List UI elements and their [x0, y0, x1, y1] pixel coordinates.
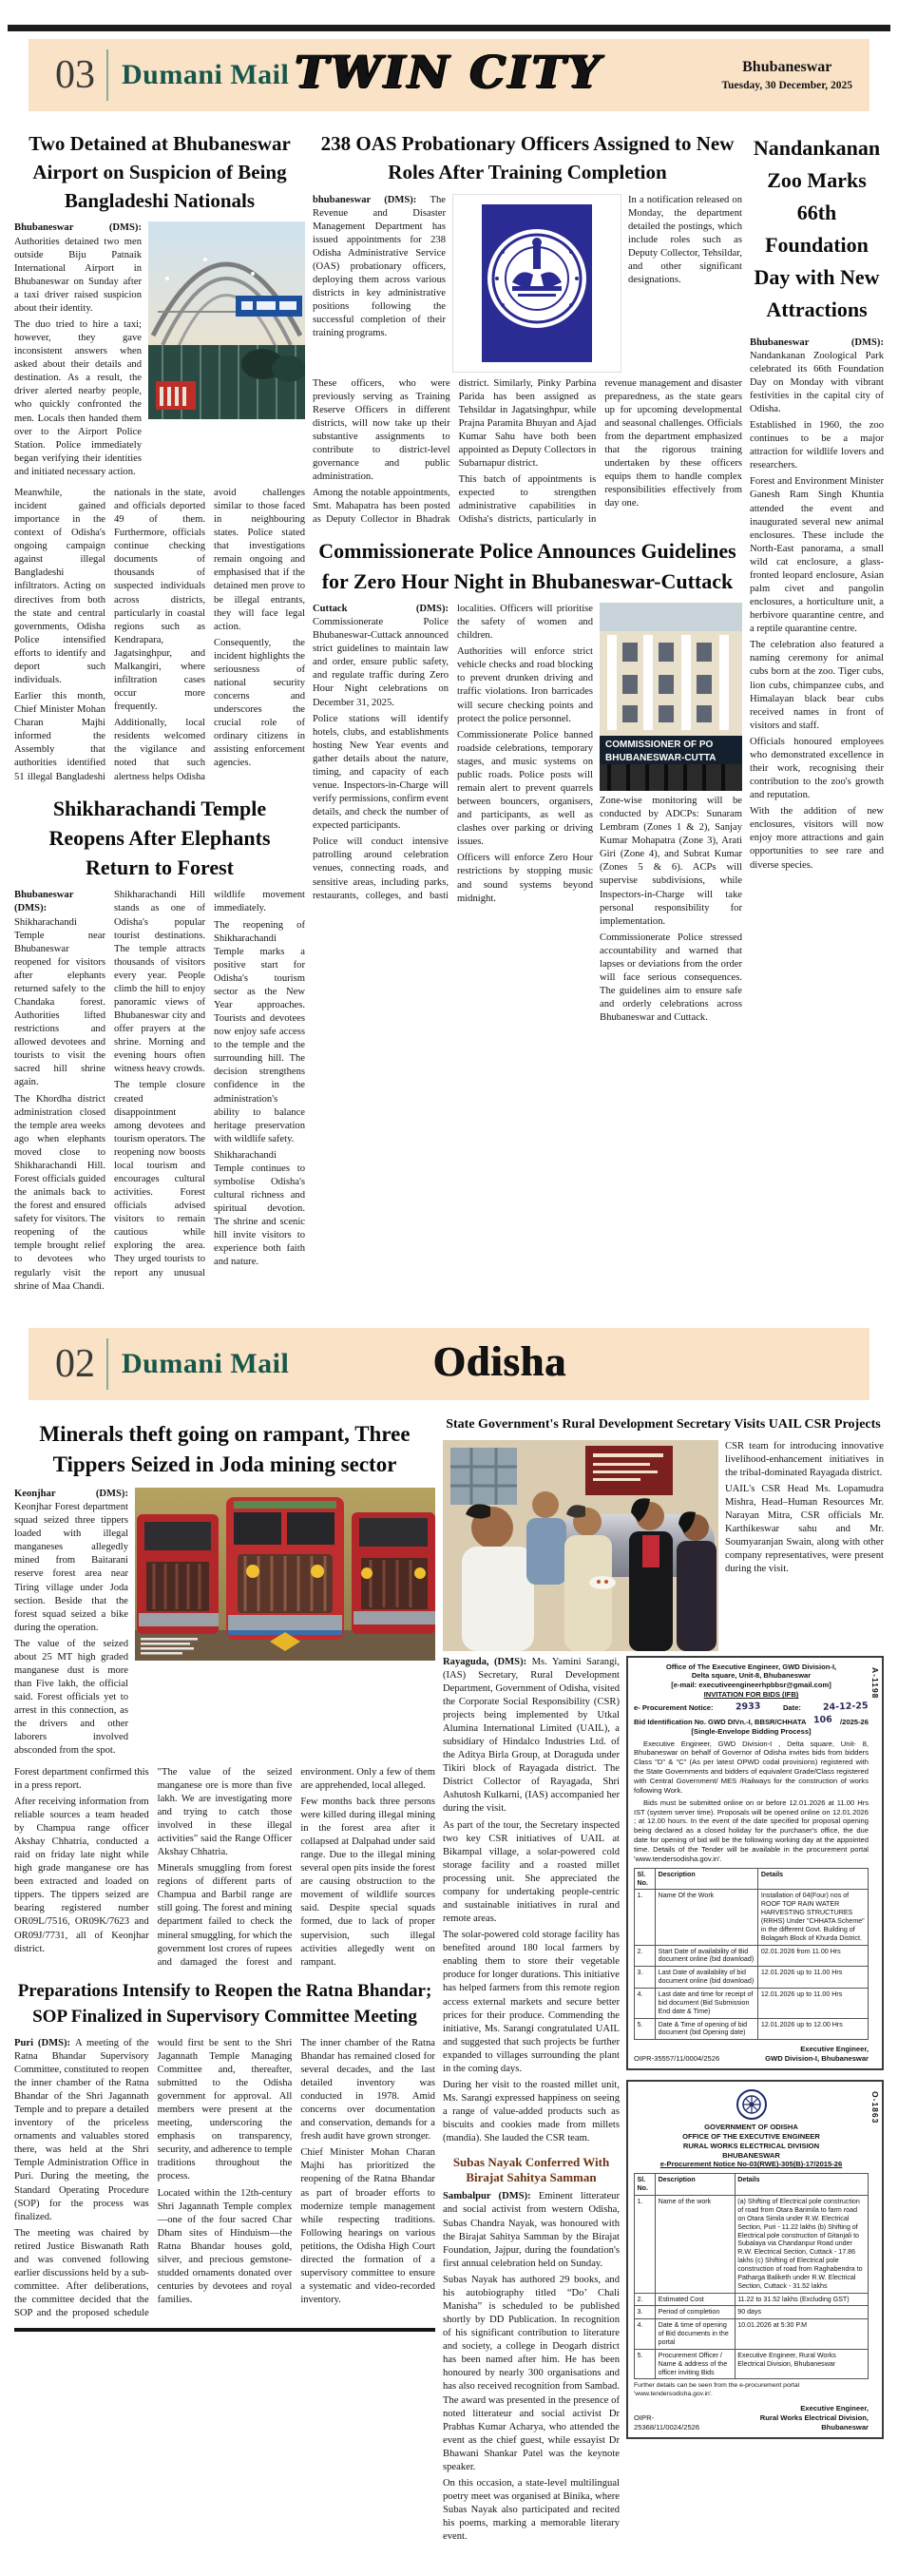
article-headline: Commissionerate Police Announces Guidelines for Zero Hour Night in Bhubaneswar-Cuttack [318, 539, 736, 593]
paragraph: bhubaneswar (DMS): The Revenue and Disaster Management Department has issued appointments for 238 Odisha Administrative Service (OAS) probationary officers, deploying them across various districts in key administrative positions following the successful completion of their training programs. [313, 194, 446, 339]
paragraph: Bhubaneswar (DMS): Nandankanan Zoological Park celebrated its 66th Foundation Day on Monday with vibrant festivities in the capital city of Odisha. [750, 336, 884, 414]
csr-visit-photo [443, 1440, 718, 1651]
notice-table-body [635, 2196, 869, 2379]
paragraph: Zone-wise monitoring will be conducted by ADCPs: Sunaram Lembram (Zones 1 & 2), Sanjay Kumar Mohapatra (Zone 3), Arati Giri (Zone 4), and Subrat Kumar (Zones 5 & 6). ACPs will supervise subdivisions, while Inspectors-in-Charge will take personal responsibility for implementation. [600, 795, 742, 927]
paragraph: Forest and Environment Minister Ganesh Ram Singh Khuntia attended the event and inaugurated several new animal enclosures. These include the North-East panorama, a small wild cat enclosure, a glass-fronted leopard enclosure, Asian palm civet and pangolin enclosures, a horticulture unit, a herbivore quarantine centre, and a reptile quarantine centre. [750, 476, 884, 635]
notice-office-line: BHUBANESWAR [722, 2150, 780, 2160]
table-row: 5. Date & Time of opening of bid document (bid Opening date) 12.01.2026 up to 12.00 Hrs [635, 2018, 869, 2040]
masthead-twin-city: TWIN CITY [295, 47, 603, 99]
article-zero-hour-police [313, 536, 742, 1028]
masthead-odisha: Odisha [432, 1337, 566, 1385]
paragraph: CSR team for introducing innovative livelihood-enhancement initiatives in the tribal-dominated Rayagada district. [725, 1440, 884, 1478]
police-sign-line1: COMMISSIONER OF PO [605, 739, 714, 750]
table-row: 4. Last date and time for receipt of bid document (Bid Submission End date & Time) 12.01.2026 up to 11.00 Hrs [635, 1989, 869, 2019]
paragraph: On this occasion, a state-level multilingual poetry meet was organised at Binika, where Subas Nayak also participated and recited his poems, marking a memorable literary event. [443, 2478, 620, 2543]
article-nandankanan-zoo [750, 132, 884, 873]
notice-side-code: O-1863 [870, 2091, 880, 2124]
police-right-column [600, 603, 742, 1028]
article-body-columns [14, 1766, 435, 1970]
bidding-process-line: [Single-Envelope Bidding Process] [691, 1726, 812, 1736]
paragraph: Officers will enforce Zero Hour restrictions by stopping music and sound systems beyond midnight. [457, 853, 593, 904]
paragraph: Established in 1960, the zoo continues to be a major attraction for wildlife lovers and researchers. [750, 420, 884, 471]
article-sahitya-samman [443, 2155, 620, 2544]
csr-tail-column [725, 1440, 884, 1651]
notice-email: [e-mail: executiveengineerhpbbsr@gmail.com] [671, 1681, 831, 1690]
paragraph: Authorities will enforce strict vehicle checks and road blocking to prevent drunken driving and traffic violations. Iron barricades will secure checking points and protect the police personnel. [457, 646, 593, 724]
paragraph: Consequently, the incident highlights the seriousness of national security concerns and underscores the crucial role of ordinary citizens in assisting enforcement agencies. [214, 637, 305, 769]
odisha-state-emblem-icon [736, 2088, 768, 2121]
article-body-columns [14, 2037, 435, 2321]
article-headline: State Government's Rural Development Secretary Visits UAIL CSR Projects [446, 1416, 881, 1432]
paragraph: During her visit to the roasted millet unit, Ms. Sarangi expressed happiness on seeing a range of value-added products such as biscuits and cookies made from millets (mandia). She lauded the CSR team. [443, 2079, 620, 2144]
notice-paragraph: Executive Engineer, GWD Division-I , Delta square, Unit- 8, Bhubaneswar on behalf of Governor of Odisha invites bids from bidders Class "D" & "C" (As per latest OPWD codal provisions) registered with the State Governments and bidders of equivalent Grade/Class registered with Central Government/ MES /Railways for the construction of works following Work. [634, 1739, 869, 1795]
notice-table-header-row [635, 1868, 869, 1890]
article-headline: 238 OAS Probationary Officers Assigned to New Roles After Training Completion [320, 132, 735, 183]
paragraph: These officers, who were previously serving as Training Reserve Officers in different districts, will now take up their substantive assignments to contribute to district-level governance and public administration. [313, 377, 450, 483]
article-headline: Two Detained at Bhubaneswar Airport on Suspicion of Being Bangladeshi Nationals [29, 132, 291, 212]
paragraph: The reopening of Shikharachandi Temple marks a positive start for Odisha's tourism sector as the New Year approaches. Tourists and devotees now enjoy safe access to the temple and the surrounding hill. The decision strengthens confidence in the administration's ability to balance heritage preservation with wildlife safety. [214, 919, 305, 1144]
notice-table-body [635, 1890, 869, 2040]
paragraph: Earlier this month, Chief Minister Mohan Charan Majhi informed the Assembly that authorities identified 51 illegal Bangladeshi nationals in the state, and officials deported 49 of them. Furthermore, officials continue checking documents of thousands of suspected individuals across districts, particularly in coastal regions such as Kendrapara, Jagatsinghpur, and Malkangiri, where infiltration cases occur more frequently. [14, 487, 205, 782]
paragraph: Minerals smuggling from forest regions of different parts of Champua and Barbil range are still going. The forest and mining department failed to check the mineral smuggling, for which the government lost crores of rupees and damaged the forest and environment. Only a few of them are apprehended, local alleged. [157, 1766, 435, 1968]
table-row: 2. Estimated Cost 11.22 to 31.52 lakhs (Excluding GST) [635, 2293, 869, 2306]
article-lead-column [313, 194, 446, 373]
article-shikharachandi-temple [14, 794, 305, 1294]
page1-header-band [29, 39, 869, 111]
notice-org-line: Delta square, Unit-8, Bhubaneswar [691, 1671, 812, 1681]
paragraph: Additionally, local residents welcomed the vigilance and noted that such alertness helps Odisha avoid challenges similar to those faced in neighbouring states. Police stated that investigations remain ongoing and emphasised that if the detained men prove to be illegal entrants, they will face legal action. [114, 487, 305, 782]
article-headline: Preparations Intensify to Reopen the Ratna Bhandar; SOP Finalized in Supervisory Committee Meeting [17, 1980, 432, 2027]
notice-govt-line: GOVERNMENT OF ODISHA [704, 2123, 798, 2132]
paragraph: Police will conduct intensive patrolling around celebration venues, connecting roads, and sensitive areas, including parks, restaurants, colleges, and basti localities. Officers will prioritise the safety of women and children. [313, 603, 593, 901]
tender-notice-gwd [626, 1656, 884, 2070]
page-number: 02 [55, 1341, 95, 1386]
notice-table [634, 2173, 869, 2379]
paragraph: Bhubaneswar (DMS): Authorities detained two men outside Biju Patnaik International Airport in Bhubaneswar on Sunday after a taxi driver raised suspicion about their identity. [14, 222, 142, 314]
notice-number-line: e-Procurement Notice No-03(RWE)-305(B)-17/2015-26 [659, 2160, 843, 2169]
paragraph: With the addition of new enclosures, visitors will now enjoy more attractions and gain opportunities to see rare and diverse species. [750, 806, 884, 871]
police-sign-line2: BHUBANESWAR-CUTTA [605, 752, 716, 763]
paragraph: Forest department confirmed this in a press report. [14, 1766, 149, 1791]
page1-column-left [14, 123, 305, 1303]
notice-footnote: Further details can be seen from the e-procurement portal 'www.tendersodisha.gov.in'. [634, 2382, 800, 2398]
notice-office-line: OFFICE OF THE EXECUTIVE ENGINEER [682, 2131, 820, 2141]
notice-office-line: RURAL WORKS ELECTRICAL DIVISION [682, 2141, 820, 2150]
table-row: 1. Name Of the Work Installation of 04(Four) nos of ROOF TOP RAIN WATER HARVESTING STRUCTURES (RRHS) Under "CHHATA Scheme" in the different Govt. Building of Bolagarh Block of Khurda District. [635, 1890, 869, 1945]
notice-org-line: Office of The Executive Engineer, GWD Division-I, [665, 1662, 837, 1671]
edition-city: Bhubaneswar [742, 59, 832, 75]
csr-body-wrap [443, 1656, 620, 2554]
article-headline: Nandankanan Zoo Marks 66th Foundation Day with New Attractions [753, 136, 881, 322]
notice-signature: Executive Engineer, Rural Works Electrical Division, Bhubaneswar [759, 2404, 869, 2432]
paragraph: This batch of appointments is expected to strengthen administrative capabilities in Odisha's districts, particularly in revenue management and disaster preparedness, as the state gears up for upcoming developmental and seasonal challenges. Officials from the department emphasized that the rigorous training undertaken by these officers equips them to handle complex responsibilities effectively from day one. [458, 377, 742, 526]
paragraph: Police stations will identify hotels, clubs, and establishments hosting New Year events and gather details about the nature, timing, and capacity of each venue. Inspectors-in-Charge will verify permissions, confirm event details, and check the number of expected participants. [313, 713, 449, 832]
paragraph: "The value of the seized manganese ore is more than five lakh. We are investigating more and trying to catch those involved in these illegal activities" said the Range Officer Akshay Chhatria. [157, 1766, 293, 1858]
table-header-cell: Description [656, 1868, 758, 1890]
page-number: 03 [55, 53, 95, 97]
page2-content [14, 1412, 884, 2564]
paragraph: The celebration also featured a naming ceremony for animal cubs born at the zoo. Tiger cubs, lion cubs, chimpanzee cubs, and Himalayan black bear cubs received names in front of visitors and staff. [750, 640, 884, 731]
paragraph: Few months back three persons were killed during illegal mining in the forest area after it collapsed at Dalpahad under said range. Due to the illegal mining several open pits inside the forest are causing obstruction to the movement of wildlife sources said. Despite special squads formed, due to lack of proper supervision, such illegal activities allegedly went on rampant. [300, 1796, 435, 1968]
article-minerals-theft [14, 1419, 435, 1970]
oipr-number: OIPR-35557/11/0004/2526 [634, 2054, 720, 2064]
table-header-cell: Sl. No. [635, 1868, 656, 1890]
article-body-columns [313, 377, 742, 528]
newspaper-page [0, 25, 898, 2576]
paragraph: In a notification released on Monday, the department detailed the postings, which include roles such as Deputy Collector, Tehsildar, and other significant designations. [628, 194, 742, 286]
table-header-cell: Details [735, 2174, 868, 2196]
paragraph: The temple closure created disappointment among devotees and tourism operators. The reopening now boosts local tourism and encourages cultural activities. Forest officials advised visitors to remain cautious while exploring the area. They urged tourists to report any unusual wildlife movement immediately. [114, 890, 305, 1278]
article-body-columns [313, 603, 593, 1028]
paragraph: Puri (DMS): A meeting of the Ratna Bhandar Supervisory Committee, constituted to reopen the inner chamber of the Ratna Bhandar of the Shri Jagannath Temple and to prepare a detailed inventory of the priceless ornaments and valuables stored there, was held at the Shri Temple Administration Office in Puri. During the meeting, the Standard Operating Procedure (SOP) for the process was finalized. [14, 2037, 149, 2222]
article-headline: Subas Nayak Conferred With Birajat Sahitya Samman [452, 2155, 610, 2185]
page2-column-right [443, 1412, 884, 2564]
paragraph: Sambalpur (DMS): Eminent litterateur and social activist from western Odisha, Subas Chandra Nayak, was honoured with the Birajat Sahitya Samman by the Birajat Foundation, Jajpur, during the foundation's first annual celebration held on Sunday. [443, 2191, 620, 2269]
paragraph: The solar-powered cold storage facility has benefited around 180 local farmers by enabling them to store their vegetable produce for longer durations. This initiative has helped farmers from this remote region access external markets and secure better prices for their produce. Commending the initiative, Ms. Sarangi congratulated UAIL and suggested that such projects be further expanded to villages surrounding the plant in the coming days. [443, 1930, 620, 2074]
article-lead-column [14, 221, 142, 481]
police-office-photo [600, 603, 742, 791]
paragraph: The duo tried to hire a taxi; however, they gave inconsistent answers when asked about their details and destination. As a result, the driver alerted nearby people, who quickly confronted the men. Locals then handed them over to the Airport Police Station. Police immediately began verifying their identities and initiated necessary action. [14, 318, 142, 477]
article-oas-officers [313, 130, 742, 527]
edition-date: Tuesday, 30 December, 2025 [721, 80, 852, 91]
paragraph: Bhubaneswar (DMS): Shikharachandi Temple near Bhubaneswar reopened for visitors after elephants returned safely to the Chandaka forest. Authorities lifted restrictions and allowed devotees and tourists to visit the sacred hill shrine again. [14, 890, 105, 1088]
notice-signature: Executive Engineer, GWD Division-I, Bhubaneswar [765, 2045, 869, 2064]
notice-paragraph: Bids must be submitted online on or before 12.01.2026 at 11.00 Hrs IST (system server time). Proposals will be opened online on 12.01.2026 ; at 12.00 hours. In the event of the date specified for proposal opening being declared as a closed holiday for the purchaser's office, the due date for opening of bid will be the following working day at the appointed time. Details of the Tender will be available in the procurement portal 'www.tendersodisha.gov.in'. [634, 1797, 869, 1863]
page2-column-left [14, 1412, 435, 2342]
article-body-column [443, 2190, 620, 2544]
paragraph: Officials honoured employees who demonstrated excellence in their work, recognising their contribution to the zoo's growth and reputation. [750, 736, 884, 801]
paragraph: Rayaguda, (DMS): Ms. Yamini Sarangi,(IAS) Secretary, Rural Development Department, Government of Odisha, visited the Corporate Social Responsibility (CSR) projects being implemented by Utkal Alumina International Limited (UAIL), a subsidiary of Hindalco Industries Ltd. of the Aditya Birla Group, at Doraguda under Tikiri block of Rayagada district. The District Collector of Rayagada, Shri Ashutosh Kulkarni, (IAS) accompanied her during the visit. [443, 1656, 620, 1815]
top-rule [8, 25, 890, 31]
paragraph: Chief Minister Mohan Charan Majhi has prioritized the reopening of the Ratna Bhandar as part of broader efforts to modernize temple management while respecting traditions. Following hearings on various petitions, the Odisha High Court directed the formation of a supervisory committee to ensure a systematic and video-recorded inventory. [300, 2147, 435, 2306]
brand-name: Dumani Mail [122, 59, 290, 90]
table-row: 3. Last Date of availability of bid document online (bid download) 12.01.2026 up to 11.00 Hrs [635, 1967, 869, 1989]
paragraph: The Khordha district administration closed the temple area weeks ago when elephants moved close to Shikharachandi Hill. Forest officials guided the animals back to the forest and ensured safety for visitors. The reopening of the temple brought relief to devotees who regularly visit the shrine of Maa Chandi. [14, 1093, 105, 1292]
paragraph: Cuttack (DMS): Commissionerate Police Bhubaneswar-Cuttack announced strict guidelines to maintain law and order, ensure public safety, and regulate traffic during Zero Hour Night celebrations on December 31, 2025. [313, 603, 449, 708]
notice-side-code: A-1198 [870, 1666, 880, 1699]
notices-column [626, 1656, 884, 2554]
table-row: 1. Name of the work (a) Shifting of Electrical pole construction of road from Otara Barimila to farm road on Otara Simila under R.W. Electrical Section, Puri - 11.22 lakhs (b) Shifting of Electrical pole construction of Gitanjali to Subalaya via Chandanpur Road under R.W. Electrical Section, Cuttack - 17.86 lakhs (c) Shifting of Electrical pole construction of road from Raghabendra to Patharga Baliketh under R.W. Electrical Section, Cuttack - 31.52 lakhs [635, 2196, 869, 2293]
airport-photo [148, 221, 305, 419]
page1-column-middle [313, 123, 742, 1037]
oipr-number: OIPR-25368/11/0024/2526 [634, 2413, 700, 2432]
article-body-column [750, 336, 884, 873]
bid-id-suffix: /2025-26 [840, 1717, 869, 1726]
notice-number-handwritten: 2933 [735, 1701, 761, 1713]
page2-header-band [29, 1328, 869, 1400]
table-header-cell: Description [656, 2174, 736, 2196]
table-row: 2. Start Date of availability of Bid document online (bid download) 02.01.2026 from 11.00 Hrs [635, 1945, 869, 1967]
article-lead-column [14, 1488, 128, 1761]
article-body-columns [14, 889, 305, 1293]
paragraph: The meeting was chaired by retired Justice Biswanath Rath and was convened following earlier discussions held by a sub-committee. After deliberations, the committee decided that the SOP and the proposed schedule would first be sent to the Shri Jagannath Temple Managing Committee and, thereafter, submitted to the Odisha government for approval. All members were present at the meeting, underscoring the emphasis on transparency, security, and adherence to temple traditions throughout the process. [14, 2037, 293, 2319]
notice-number-label: e- Procurement Notice: [634, 1703, 714, 1713]
bid-identification-line: Bid Identification No. GWD DIVn.-I, BBSR/CHHATA [634, 1717, 807, 1726]
page1-column-right [750, 123, 884, 882]
page1-content [14, 123, 884, 1303]
article-body-columns [14, 487, 305, 784]
paragraph: The value of the seized about 25 MT high graded manganese dust is more than Five lakh, the official said. Forest officials yet to arrest in this connection, as the drivers and other laborers involved absconded from the spot. [14, 1638, 128, 1757]
paragraph: Among the notable appointments, Smt. Mahapatra has been posted as Deputy Collector in Bhadrak district. Similarly, Pinky Parbina Parida has been assigned as Tehsildar in Jagatsinghpur, while Prajna Paramita Bhuyan and Ajad Kumar Sahu have both been appointed as Deputy Collectors in Subarnapur district. [313, 377, 597, 526]
article-uail-csr [443, 1415, 884, 2554]
article-ratna-bhandar [14, 1979, 435, 2333]
notice-table [634, 1868, 869, 2041]
paragraph: Located within the 12th-century Shri Jagannath Temple complex—one of the four sacred Char Dham sites of Hinduism—the Ratna Bhandar houses gold, silver, and precious gemstone-studded ornaments donated over centuries by devotees and royal families. [157, 2187, 293, 2306]
article-headline: Shikharachandi Temple Reopens After Elephants Return to Forest [48, 796, 271, 880]
paragraph: After receiving information from reliable sources a team headed by Champua range officer Akshay Chhatria, conducted a raid on friday late night while high grade manganese ore has been extracted and loaded on tippers. The tippers seized are bearing registered number OR09L/7516, OR09K/7623 and OR09J/7731, all of Keonjhar district. [14, 1796, 149, 1954]
table-row: 4. Date & time of opening of Bid documents in the portal 10.01.2026 at 5:30 P.M [635, 2319, 869, 2350]
paragraph: Commissionerate Police banned roadside celebrations, temporary stages, and music systems on public roads. Police posts will remain alert to prevent quarrels between bouncers, organisers, and participants, as well as clashes over parking or driving issues. [457, 729, 593, 848]
odisha-govt-seal-image [452, 194, 621, 373]
notice-date-label: Date: [782, 1703, 801, 1713]
paragraph: Commissionerate Police stressed accountability and warned that lapses or deviations from the order will face serious consequences. The guidelines aim to ensure safe and orderly celebrations across Bhubaneswar and Cuttack. [600, 932, 742, 1024]
paragraph: Shikharachandi Hill stands as one of Odisha's popular tourist destinations. The temple attracts thousands of visitors every year. People climb the hill to enjoy panoramic views of Bhubaneswar city and offer prayers at the shrine. Morning and evening hours often witness heavy crowds. [114, 890, 205, 1075]
article-headline: Minerals theft going on rampant, Three Tippers Seized in Joda mining sector [39, 1421, 411, 1477]
table-header-cell: Details [758, 1868, 869, 1890]
tender-notice-rwe [626, 2080, 884, 2439]
paragraph: Subas Nayak has authored 29 books, and his autobiography titled “Do’ Chali Manisha” is scheduled to be published shortly by DD Publication. In recognition of his significant contribution to literature and society, a college in Deogarh district has been named after him. He has been honoured by nearly 300 organisations and has also received recognition from Sambad. The award was presented in the presence of noted litterateur and social activist Dr Prabhas Kumar Acharya, who attended the event as the chief guest, while essayist Dr Bhawani Shankar Patel was the keynote speaker. [443, 2274, 620, 2472]
date-block [722, 59, 869, 91]
table-header-cell: Sl. No. [635, 2174, 656, 2196]
paragraph: UAIL's CSR Head Ms. Lopamudra Mishra, Head–Human Resources Mr. Narayan Mitra, CSR officials Mr. Karthikeswar sahu and Mr. Soumyaranjan Swain, along with other company representatives, were present during the visit. [725, 1483, 884, 1575]
notice-date-handwritten: 24-12-25 [823, 1701, 869, 1713]
article-airport-detention [14, 130, 305, 784]
notice-table-header-row [635, 2174, 869, 2196]
article-body-column [443, 1656, 620, 2146]
paragraph: As part of the tour, the Secretary inspected two key CSR initiatives of UAIL at Bikampal village, a solar-powered cold storage facility and a roasted millet processing unit. She appreciated the company for undertaking people-centric and sustainable initiatives in rural and remote areas. [443, 1819, 620, 1925]
seized-tippers-photo [135, 1488, 435, 1661]
paragraph: The inner chamber of the Ratna Bhandar has remained closed for several decades, and the last detailed inventory was conducted in 1978. Amid concerns over documentation and conservation, demands for a fresh audit have grown stronger. [300, 2037, 435, 2143]
article-tail-column [600, 795, 742, 1025]
bottom-rule [14, 2328, 435, 2332]
bid-id-handwritten: 106 [813, 1715, 833, 1726]
paragraph: Shikharachandi Temple continues to symbolise Odisha's cultural richness and spiritual devotion. The shrine and scenic hill invite visitors to experience both faith and nature. [214, 1149, 305, 1268]
notice-title: INVITATION FOR BIDS (IFB) [703, 1690, 799, 1700]
brand-name: Dumani Mail [122, 1347, 290, 1379]
table-row: 3. Period of completion 90 days [635, 2306, 869, 2319]
article-side-column [628, 194, 742, 373]
paragraph: Meanwhile, the incident gained importance in the context of Odisha's ongoing campaign against illegal Bangladeshi infiltrators. Acting on directives from both the state and central governments, Odisha Police intensified efforts to identify and deport such individuals. [14, 487, 105, 686]
paragraph: Keonjhar (DMS): Keonjhar Forest department squad seized three tippers loaded with illegal manganeses allegedly mined from Baitarani reserve forest area near Tiring village under Joda section. Beside that the forest squad seized a bike during the operation. [14, 1489, 128, 1633]
table-row: 5. Procurement Officer / Name & address of the officer inviting Bids Executive Engineer, Rural Works Electrical Division, Bhubaneswar [635, 2349, 869, 2379]
